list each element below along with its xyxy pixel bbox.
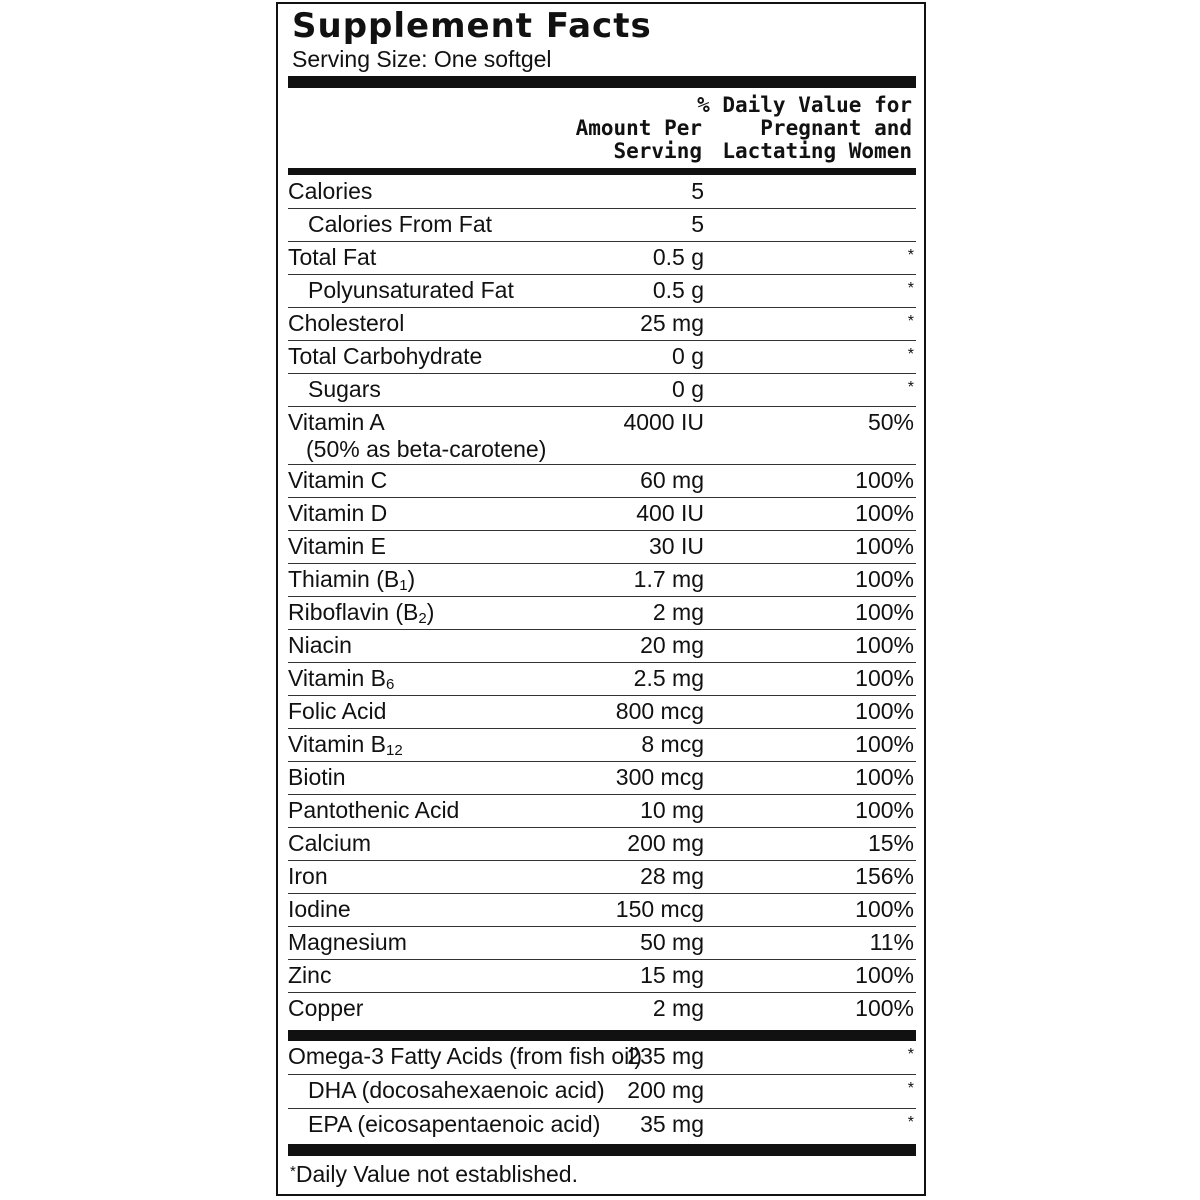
table-row [288, 795, 916, 828]
nutrient-name [288, 995, 363, 1022]
table-row [288, 663, 916, 696]
nutrient-name-text: Vitamin C [288, 467, 388, 493]
amount-per-serving: 0 g [672, 343, 704, 369]
nutrient-name [288, 764, 346, 791]
amount-per-serving: 25 mg [640, 310, 704, 336]
nutrient-name-text: Folic Acid [288, 698, 387, 724]
nutrient-name-text: Copper [288, 995, 364, 1021]
amount-per-serving: 30 IU [649, 533, 704, 559]
table-row [288, 176, 916, 209]
nutrient-table [288, 176, 916, 1026]
table-row [288, 927, 916, 960]
nutrient-name [288, 632, 352, 659]
amount-per-serving: 150 mcg [615, 896, 704, 922]
nutrient-name-text: Total Fat [288, 244, 377, 270]
daily-value-header [697, 94, 912, 163]
nutrient-name-text: Niacin [288, 632, 352, 658]
nutrient-name-text: Iodine [288, 896, 351, 922]
nutrient-name [308, 1077, 605, 1104]
nutrient-name-text: Vitamin D [288, 500, 388, 526]
daily-value: 100% [855, 566, 914, 592]
daily-value: 100% [855, 797, 914, 823]
amount-per-serving: 4000 IU [623, 409, 704, 435]
amount-per-serving: 35 mg [640, 1111, 704, 1137]
daily-value: * [907, 313, 914, 330]
amount-per-serving: 5 [691, 211, 704, 237]
nutrient-name [308, 376, 381, 403]
nutrient-name-text: Pantothenic Acid [288, 797, 460, 823]
nutrient-name [288, 731, 403, 758]
supplement-facts-panel [276, 2, 926, 1196]
nutrient-name-text: Vitamin B [288, 731, 387, 757]
nutrient-name [288, 533, 386, 560]
daily-value: 50% [867, 409, 914, 435]
nutrient-name [288, 244, 376, 271]
amount-header-line1: Amount Per [575, 116, 702, 140]
daily-value: 100% [855, 698, 914, 724]
table-row [288, 564, 916, 597]
table-row [288, 894, 916, 927]
table-row [288, 1075, 916, 1109]
label-title: Supplement Facts [292, 6, 652, 46]
omega-table [288, 1041, 916, 1143]
amount-per-serving: 28 mg [640, 863, 704, 889]
dv-header-line1: % Daily Value for [697, 93, 912, 117]
header-thick-rule [288, 168, 916, 175]
nutrient-name [288, 599, 434, 626]
omega-thick-rule [288, 1030, 916, 1041]
table-row [288, 960, 916, 993]
amount-per-serving: 400 IU [636, 500, 704, 526]
table-row [288, 1109, 916, 1143]
nutrient-name-text: Vitamin E [288, 533, 387, 559]
nutrient-name [288, 698, 386, 725]
daily-value: 100% [855, 665, 914, 691]
nutrient-name [288, 566, 415, 593]
nutrient-name-text: Iron [288, 863, 328, 889]
dv-header-line3: Lactating Women [722, 139, 912, 163]
daily-value: 100% [855, 731, 914, 757]
table-row [288, 531, 916, 564]
nutrient-name-tail: ) [426, 599, 435, 625]
nutrient-name [288, 409, 546, 463]
table-row [288, 341, 916, 374]
nutrient-name [308, 277, 514, 304]
amount-per-serving: 800 mcg [615, 698, 704, 724]
table-row [288, 374, 916, 407]
amount-per-serving: 1.7 mg [633, 566, 704, 592]
amount-per-serving: 0.5 g [652, 277, 704, 303]
amount-header-line2: Serving [613, 139, 702, 163]
nutrient-name [288, 797, 459, 824]
table-row [288, 498, 916, 531]
amount-per-serving-header [576, 117, 702, 163]
bottom-thick-rule [288, 1144, 916, 1156]
amount-per-serving: 5 [691, 178, 704, 204]
nutrient-name [288, 830, 371, 857]
table-row [288, 861, 916, 894]
nutrient-name [288, 896, 351, 923]
amount-per-serving: 2.5 mg [633, 665, 704, 691]
nutrient-name-text: EPA (eicosapentaenoic acid) [308, 1111, 601, 1137]
daily-value: 156% [855, 863, 914, 889]
amount-per-serving: 200 mg [627, 1077, 704, 1103]
nutrient-name-text: Thiamin (B [288, 566, 400, 592]
nutrient-name [288, 962, 331, 989]
amount-per-serving: 2 mg [652, 995, 704, 1021]
footnote [290, 1157, 578, 1189]
nutrient-name [288, 310, 404, 337]
table-row [288, 308, 916, 341]
nutrient-name [288, 178, 372, 205]
daily-value: * [907, 346, 914, 363]
daily-value: 100% [855, 533, 914, 559]
table-row [288, 993, 916, 1026]
nutrient-name [308, 1111, 600, 1138]
amount-per-serving: 60 mg [640, 467, 704, 493]
nutrient-name [288, 863, 328, 890]
nutrient-name [288, 929, 407, 956]
table-row [288, 762, 916, 795]
nutrient-name-text: Calories From Fat [308, 211, 493, 237]
table-row [288, 465, 916, 498]
nutrient-name-text: Biotin [288, 764, 346, 790]
nutrient-name [288, 500, 387, 527]
top-thick-rule [288, 76, 916, 88]
table-row [288, 597, 916, 630]
daily-value: 100% [855, 467, 914, 493]
nutrient-name-text: Riboflavin (B [288, 599, 419, 625]
nutrient-name-text: Zinc [288, 962, 332, 988]
daily-value: 100% [855, 896, 914, 922]
amount-per-serving: 20 mg [640, 632, 704, 658]
amount-per-serving: 235 mg [627, 1043, 704, 1069]
daily-value: 100% [855, 500, 914, 526]
nutrient-name-text: Total Carbohydrate [288, 343, 483, 369]
table-row [288, 729, 916, 762]
daily-value: 100% [855, 599, 914, 625]
amount-per-serving: 200 mg [627, 830, 704, 856]
daily-value: 15% [867, 830, 914, 856]
nutrient-name [288, 665, 394, 692]
table-row [288, 275, 916, 308]
table-row [288, 828, 916, 861]
nutrient-name [288, 1043, 642, 1070]
nutrient-name-text: Cholesterol [288, 310, 405, 336]
nutrient-name-text: Sugars [308, 376, 381, 402]
nutrient-name-text: Vitamin B [288, 665, 387, 691]
nutrient-name-text: Magnesium [288, 929, 407, 955]
daily-value: 11% [869, 929, 914, 955]
amount-per-serving: 300 mcg [615, 764, 704, 790]
nutrient-name-text: Polyunsaturated Fat [308, 277, 514, 303]
serving-size: Serving Size: One softgel [292, 46, 552, 72]
daily-value: 100% [855, 632, 914, 658]
daily-value: * [907, 1046, 914, 1063]
nutrient-name-text: Calcium [288, 830, 372, 856]
daily-value: * [907, 247, 914, 264]
nutrient-name-text: Calories [288, 178, 373, 204]
dv-header-line2: Pregnant and [760, 116, 912, 140]
amount-per-serving: 0.5 g [652, 244, 704, 270]
daily-value: * [907, 1080, 914, 1097]
table-row [288, 696, 916, 729]
table-row [288, 1041, 916, 1075]
amount-per-serving: 8 mcg [641, 731, 704, 757]
footnote-asterisk: * [290, 1163, 296, 1180]
nutrient-name [288, 467, 387, 494]
nutrient-subscript: 2 [418, 610, 427, 627]
daily-value: * [907, 280, 914, 297]
footnote-text: Daily Value not established. [295, 1161, 578, 1187]
nutrient-name-text: Omega-3 Fatty Acids (from fish oil) [288, 1043, 643, 1069]
nutrient-name-detail: (50% as beta-carotene) [306, 436, 547, 462]
nutrient-name-text: DHA (docosahexaenoic acid) [308, 1077, 605, 1103]
nutrient-subscript: 6 [386, 676, 395, 693]
daily-value: 100% [855, 962, 914, 988]
nutrient-name [288, 343, 482, 370]
table-row [288, 630, 916, 663]
amount-per-serving: 15 mg [640, 962, 704, 988]
daily-value: 100% [855, 764, 914, 790]
nutrient-name-tail: ) [407, 566, 416, 592]
daily-value: * [907, 379, 914, 396]
table-row [288, 407, 916, 465]
nutrient-subscript: 1 [399, 577, 408, 594]
daily-value: 100% [855, 995, 914, 1021]
amount-per-serving: 2 mg [652, 599, 704, 625]
nutrient-name [308, 211, 492, 238]
table-row [288, 209, 916, 242]
amount-per-serving: 10 mg [640, 797, 704, 823]
daily-value: * [907, 1114, 914, 1131]
table-row [288, 242, 916, 275]
nutrient-subscript: 12 [386, 742, 403, 759]
amount-per-serving: 0 g [672, 376, 704, 402]
amount-per-serving: 50 mg [640, 929, 704, 955]
nutrient-name-text: Vitamin A [288, 409, 385, 435]
